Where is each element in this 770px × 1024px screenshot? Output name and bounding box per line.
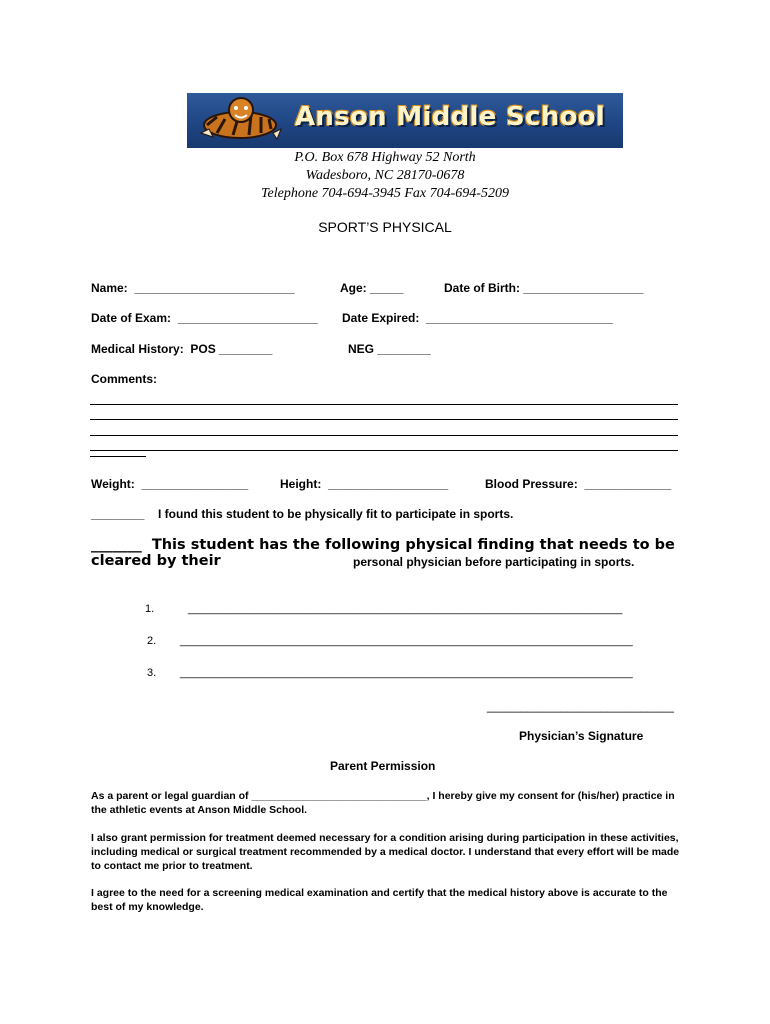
parent-permission-heading: Parent Permission <box>330 759 436 773</box>
name-field[interactable]: Name: ________________________ <box>91 281 295 295</box>
physician-signature-label: Physician’s Signature <box>519 729 644 743</box>
finding-statement-line1[interactable]: _______ This student has the following physical finding that needs to be <box>91 537 675 553</box>
expired-date-field[interactable]: Date Expired: ____________________________ <box>342 311 613 325</box>
school-banner <box>187 93 623 148</box>
address-line-2: Wadesboro, NC 28170-0678 <box>305 168 465 183</box>
medical-history-neg-field[interactable]: NEG ________ <box>348 342 431 356</box>
permission-paragraph-1: As a parent or legal guardian of ______________________________, I hereby give my consent for (his/her) practice in the athletic events at Anson Middle School. <box>91 790 675 816</box>
finding-line-3[interactable]: __________________________________________________________________________ <box>180 667 633 679</box>
fit-statement: I found this student to be physically fit to participate in sports. <box>158 507 514 521</box>
age-field[interactable]: Age: _____ <box>340 281 404 295</box>
fit-check-blank[interactable]: ________ <box>91 507 145 521</box>
finding-number-3: 3. <box>147 667 157 679</box>
physician-signature-line[interactable]: ____________________________ <box>487 699 674 713</box>
comments-last-line[interactable] <box>90 456 146 457</box>
finding-number-1: 1. <box>145 603 155 615</box>
address-line-1: P.O. Box 678 Highway 52 North <box>294 150 476 165</box>
finding-line-2[interactable]: __________________________________________________________________________ <box>180 635 633 647</box>
weight-field[interactable]: Weight: ________________ <box>91 477 249 491</box>
permission-paragraph-3: I agree to the need for a screening medical examination and certify that the medical history above is accurate to the best of my knowledge. <box>91 887 668 913</box>
exam-date-field[interactable]: Date of Exam: _____________________ <box>91 311 318 325</box>
comments-label: Comments: <box>91 372 158 386</box>
finding-statement-rest: personal physician before participating in sports. <box>353 555 635 569</box>
permission-paragraph-2: I also grant permission for treatment deemed necessary for a condition arising during participation in these activities, including medical or surgical treatment recommended by a medical doctor. I understand that every effort will be made to contact me prior to treatment. <box>91 832 680 872</box>
finding-statement-line2: cleared by their <box>91 553 221 569</box>
blood-pressure-field[interactable]: Blood Pressure: _____________ <box>485 477 672 491</box>
height-field[interactable]: Height: __________________ <box>280 477 449 491</box>
page-title: SPORT’S PHYSICAL <box>318 219 452 235</box>
medical-history-pos-field[interactable]: Medical History: POS ________ <box>91 342 273 356</box>
finding-number-2: 2. <box>147 635 157 647</box>
comments-area[interactable] <box>90 389 678 451</box>
tiger-mascot-icon <box>193 95 288 147</box>
finding-line-1[interactable]: _______________________________________________________________________ <box>188 603 623 615</box>
banner-title: Anson Middle School <box>295 102 606 132</box>
address-line-3: Telephone 704-694-3945 Fax 704-694-5209 <box>261 186 509 201</box>
dob-field[interactable]: Date of Birth: __________________ <box>444 281 644 295</box>
